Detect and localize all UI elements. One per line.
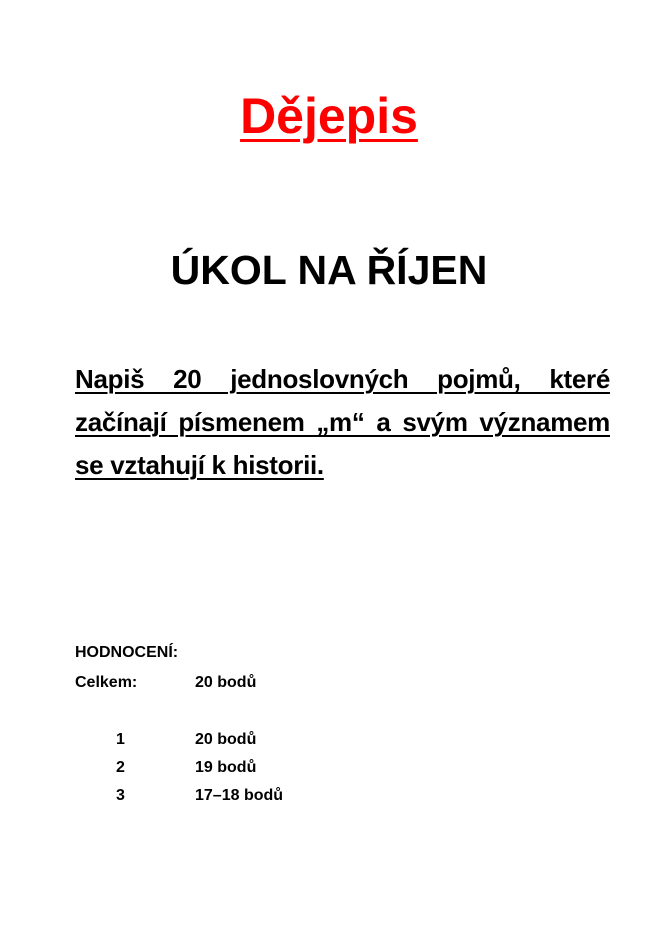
grading-total-row: [75, 672, 525, 694]
grade-number: 2: [116, 759, 125, 776]
grade-row: [75, 729, 525, 757]
grade-number: 3: [116, 787, 125, 804]
grade-points: 20 bodů: [195, 731, 257, 748]
assignment-title: ÚKOL NA ŘÍJEN: [170, 247, 488, 293]
grade-list: [75, 729, 525, 813]
grade-row: [75, 785, 525, 813]
grade-row: [75, 757, 525, 785]
total-label: Celkem:: [75, 674, 138, 691]
grade-number: 1: [116, 731, 125, 748]
task-instructions: Napiš 20 jednoslovných pojmů, které začínají písmenem „m“ a svým významem se vztahují k historii.: [75, 364, 610, 480]
grade-points: 17–18 bodů: [195, 787, 284, 804]
subject-title: Dějepis: [240, 88, 418, 144]
grade-points: 19 bodů: [195, 759, 257, 776]
total-value: 20 bodů: [195, 674, 257, 691]
grading-heading: HODNOCENÍ:: [75, 644, 179, 661]
